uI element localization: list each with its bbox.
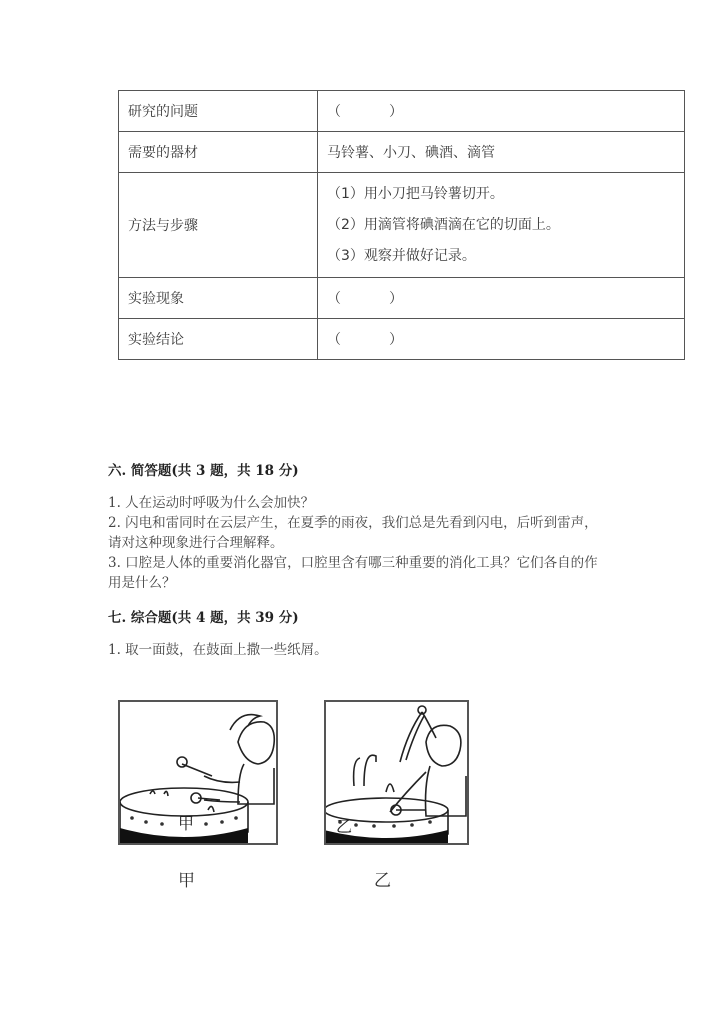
figure-caption-yi: 乙 — [374, 871, 391, 891]
figure-inner-label: 甲 — [178, 814, 195, 833]
figure-drum-jia — [118, 700, 278, 845]
row-label: 方法与步骤 — [119, 173, 318, 278]
table-row-conclusion — [119, 319, 685, 360]
materials-value: 马铃薯、小刀、碘酒、滴管 — [318, 132, 685, 173]
drum-illustration-icon — [326, 702, 467, 843]
experiment-table — [118, 90, 685, 360]
steps-cell — [318, 173, 685, 278]
figure-caption-jia: 甲 — [178, 871, 195, 891]
answer-blank: （ ） — [318, 319, 685, 360]
row-label: 研究的问题 — [119, 91, 318, 132]
figure-inner-label: 乙 — [336, 817, 353, 836]
answer-blank: （ ） — [318, 91, 685, 132]
section-6-title: 六. 简答题(共 3 题，共 18 分) — [108, 463, 299, 479]
step-3: （3）观察并做好记录。 — [327, 247, 476, 264]
question-6-3: 3. 口腔是人体的重要消化器官，口腔里含有哪三种重要的消化工具？它们各自的作用是什么？ — [108, 555, 598, 591]
table-row-steps — [119, 173, 685, 278]
row-label: 实验现象 — [119, 278, 318, 319]
step-2: （2）用滴管将碘酒滴在它的切面上。 — [327, 216, 560, 233]
row-label: 需要的器材 — [119, 132, 318, 173]
figure-drum-yi — [324, 700, 469, 845]
question-7-1: 1. 取一面鼓，在鼓面上撒一些纸屑。 — [108, 642, 328, 658]
table-row-question — [119, 91, 685, 132]
table-row-materials — [119, 132, 685, 173]
step-1: （1）用小刀把马铃薯切开。 — [327, 185, 504, 202]
question-6-1: 1. 人在运动时呼吸为什么会加快？ — [108, 495, 315, 511]
question-6-2: 2. 闪电和雷同时在云层产生，在夏季的雨夜，我们总是先看到闪电，后听到雷声，请对这种现象进行合理解释。 — [108, 515, 598, 551]
drum-illustration-icon — [120, 702, 276, 843]
answer-blank: （ ） — [318, 278, 685, 319]
section-7-title: 七. 综合题(共 4 题，共 39 分) — [108, 610, 299, 626]
table-row-phenomenon — [119, 278, 685, 319]
row-label: 实验结论 — [119, 319, 318, 360]
